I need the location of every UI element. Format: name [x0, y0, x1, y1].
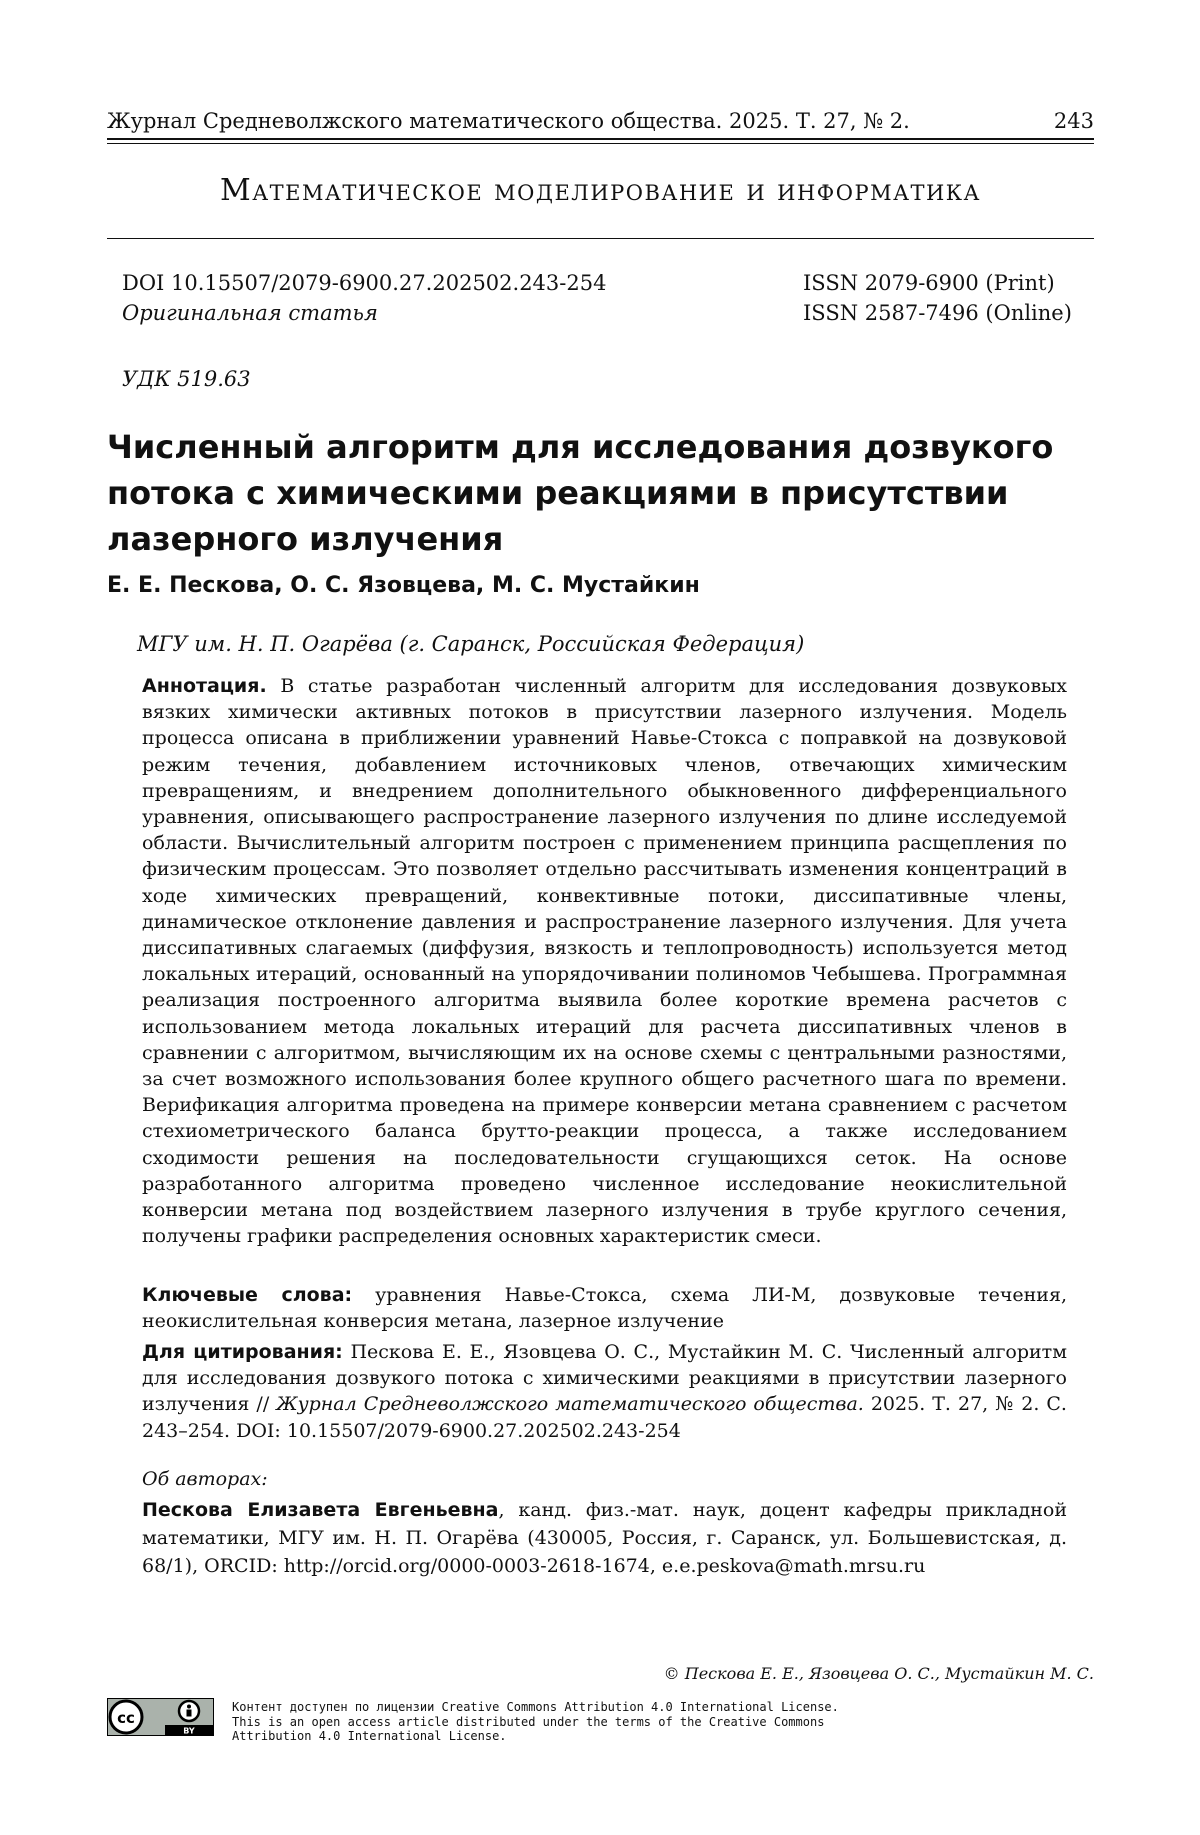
by-label: BY — [183, 1726, 195, 1736]
doi: DOI 10.15507/2079-6900.27.202502.243-254 — [122, 271, 607, 295]
citation-text: Пескова Е. Е., Язовцева О. С., Мустайкин М. С. Численный алгоритм для исследования дозвукого потока с химическими реакциями в присутствии лазерного излучения // — [142, 1341, 1067, 1416]
running-header — [107, 108, 1094, 138]
citation-label: Для цитирования: — [142, 1341, 343, 1363]
license-line: This is an open access article distributed under the terms of the Creative Commons — [232, 1714, 825, 1729]
license-text — [232, 1700, 839, 1744]
abstract-label: Аннотация. — [142, 675, 267, 697]
citation — [142, 1339, 1067, 1444]
header-rule-top — [107, 138, 1094, 140]
cc-by-license-badge — [107, 1698, 214, 1736]
about-authors-label: Об авторах: — [142, 1468, 268, 1490]
title-line: потока с химическими реакциями в присутствии — [107, 474, 1009, 512]
affiliation: МГУ им. Н. П. Огарёва (г. Саранск, Российская Федерация) — [137, 632, 805, 656]
header-rule-bottom — [107, 143, 1094, 144]
journal-name: Журнал Средневолжского математического общества. 2025. Т. 27, № 2. — [107, 109, 910, 133]
citation-journal: Журнал Средневолжского математического общества. — [276, 1393, 864, 1416]
udk: УДК 519.63 — [122, 367, 251, 391]
author-details: , канд. физ.-мат. наук, доцент кафедры прикладной математики, МГУ им. Н. П. Огарёва (430005, Россия, г. Саранск, ул. Большевистская, д. 68/1), ORCID: http://orcid.org/0000-0003-2618-1674, e.e.peskova@math.mrsu.ru — [142, 1499, 1067, 1577]
page-number: 243 — [1053, 109, 1094, 133]
author-name: Пескова Елизавета Евгеньевна — [142, 1499, 499, 1521]
article-title — [107, 424, 1067, 562]
section-title: Математическое моделирование и информатика — [220, 173, 981, 208]
title-line: Численный алгоритм для исследования дозвукого — [107, 428, 1054, 466]
license-line: Attribution 4.0 International License. — [232, 1729, 507, 1743]
citation-details: 2025. Т. 27, № 2. С. 243–254. DOI: 10.15507/2079-6900.27.202502.243-254 — [142, 1393, 1067, 1442]
issn-print: ISSN 2079-6900 (Print) — [803, 271, 1055, 295]
title-line: лазерного излучения — [107, 520, 504, 558]
keywords-label: Ключевые слова: — [142, 1284, 353, 1306]
copyright: © Пескова Е. Е., Язовцева О. С., Мустайкин М. С. — [663, 1664, 1094, 1683]
license-line: Контент доступен по лицензии Creative Commons Attribution 4.0 International License. — [232, 1700, 839, 1714]
keywords — [142, 1282, 1067, 1334]
authors: Е. Е. Пескова, О. С. Язовцева, М. С. Мустайкин — [107, 573, 700, 598]
author-info — [142, 1496, 1067, 1580]
abstract — [142, 673, 1067, 1249]
svg-text:cc: cc — [117, 1709, 135, 1727]
abstract-text: В статье разработан численный алгоритм для исследования дозвуковых вязких химически активных потоков в присутствии лазерного излучения. Модель процесса описана в приближении уравнений Навье-Стокса с поправкой на дозвуковой режим течения, добавлением источниковых членов, отвечающих химическим превращениям, и внедрением дополнительного обыкновенного дифференциального уравнения, описывающего распространение лазерного излучения по длине исследуемой области. Вычислительный алгоритм построен с применением принципа расщепления по физическим процессам. Это позволяет отдельно рассчитывать изменения концентраций в ходе химических превращений, конвективные потоки, диссипативные члены, динамическое отклонение давления и распространение лазерного излучения. Для учета диссипативных слагаемых (диффузия, вязкость и теплопроводность) используется метод локальных итераций, основанный на упорядочивании полиномов Чебышева. Программная реализация построенного алгоритма выявила более короткие времена расчетов с использованием метода локальных итераций для расчета диссипативных членов в сравнении с алгоритмом, вычисляющим их на основе схемы с центральными разностями, за счет возможного использования более крупного общего расчетного шага по времени. Верификация алгоритма проведена на примере конверсии метана сравнением с расчетом стехиометрического баланса брутто-реакции процесса, а также исследованием сходимости решения на последовательности сгущающихся сеток. На основе разработанного алгоритма проведено численное исследование неокислительной конверсии метана под воздействием лазерного излучения в трубе круглого сечения, получены графики распределения основных характеристик смеси. — [142, 675, 1067, 1248]
article-type: Оригинальная статья — [122, 301, 378, 325]
issn-online: ISSN 2587-7496 (Online) — [803, 301, 1072, 325]
section-rule — [107, 238, 1094, 239]
keywords-text: уравнения Навье-Стокса, схема ЛИ-М, дозвуковые течения, неокислительная конверсия метана, лазерное излучение — [142, 1284, 1067, 1333]
